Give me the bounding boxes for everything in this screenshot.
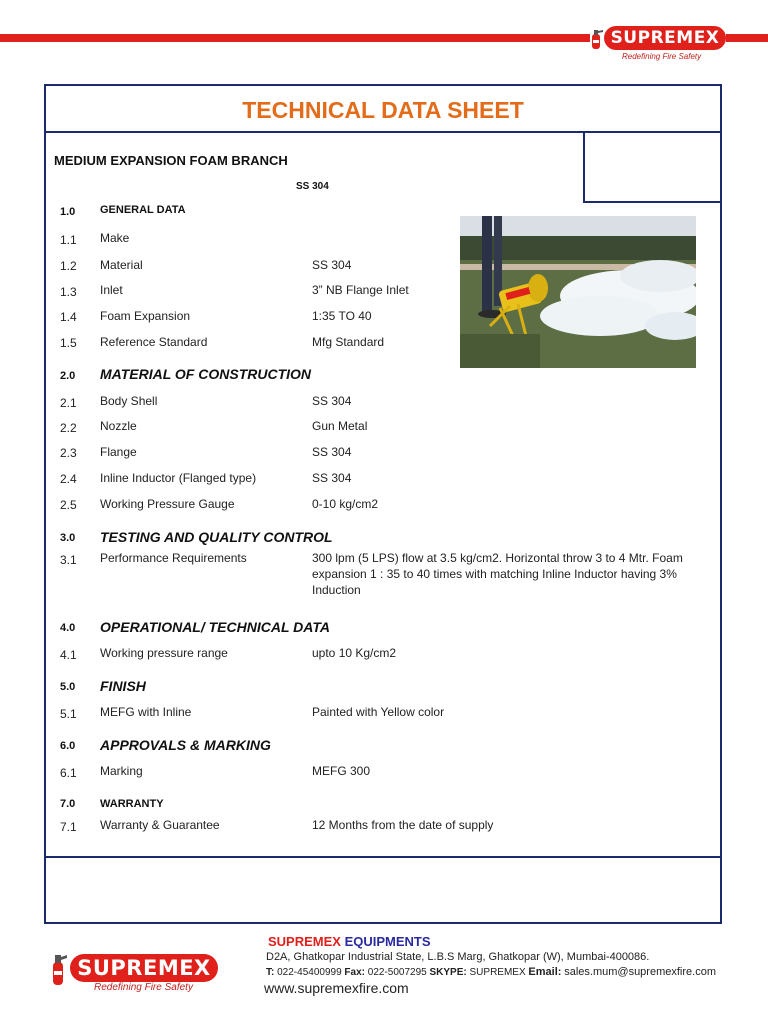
row-value: Gun Metal <box>312 419 368 433</box>
row-number: 6.1 <box>60 766 77 780</box>
row-value: Painted with Yellow color <box>312 705 445 719</box>
row-value: 12 Months from the date of supply <box>312 818 494 832</box>
header-red-bar-right <box>726 34 768 42</box>
section-title: GENERAL DATA <box>100 204 186 216</box>
section-title: MATERIAL OF CONSTRUCTION <box>100 366 312 382</box>
row-value: MEFG 300 <box>312 764 371 778</box>
skype-id: SUPREMEX <box>469 967 526 978</box>
row-label: Inlet <box>100 283 123 297</box>
phone-number: 022-45400999 <box>277 967 342 978</box>
email-label: Email: <box>528 966 562 978</box>
row-label: MEFG with Inline <box>100 705 192 719</box>
fire-extinguisher-icon <box>588 28 604 50</box>
row-number: 5.1 <box>60 707 77 721</box>
brand-tagline: Redefining Fire Safety <box>622 52 702 61</box>
fax-label: Fax: <box>344 967 365 978</box>
company-contact <box>266 966 716 978</box>
row-value: SS 304 <box>312 445 352 459</box>
brand-name: SUPREMEX <box>604 26 726 50</box>
product-name: MEDIUM EXPANSION FOAM BRANCH <box>54 153 288 168</box>
email-address[interactable]: sales.mum@supremexfire.com <box>564 966 716 978</box>
section-number: 2.0 <box>60 370 76 382</box>
row-number: 3.1 <box>60 553 77 567</box>
brand-logo <box>588 26 728 66</box>
footer-brand-logo <box>46 952 220 996</box>
row-number: 2.2 <box>60 421 77 435</box>
row-label: Performance Requirements <box>100 551 247 565</box>
row-value: SS 304 <box>312 394 352 408</box>
header-red-bar <box>0 34 590 42</box>
row-value: 1:35 TO 40 <box>312 309 372 323</box>
row-value: SS 304 <box>312 258 352 272</box>
section-number: 6.0 <box>60 740 76 752</box>
row-label: Foam Expansion <box>100 309 191 323</box>
product-divider <box>583 133 585 203</box>
row-number: 1.4 <box>60 310 77 324</box>
company-name-part2: EQUIPMENTS <box>344 934 431 949</box>
fire-extinguisher-icon <box>48 952 68 986</box>
row-label: Nozzle <box>100 419 137 433</box>
section-number: 3.0 <box>60 532 76 544</box>
row-label: Flange <box>100 445 137 459</box>
sheet-footer-box <box>46 856 720 922</box>
section-title: FINISH <box>100 678 146 694</box>
row-number: 1.3 <box>60 285 77 299</box>
fax-number: 022-5007295 <box>367 967 427 978</box>
row-label: Reference Standard <box>100 335 208 349</box>
section-title: TESTING AND QUALITY CONTROL <box>100 529 333 545</box>
section-title: OPERATIONAL/ TECHNICAL DATA <box>100 619 330 635</box>
row-number: 1.1 <box>60 233 77 247</box>
row-label: Material <box>100 258 143 272</box>
company-name-part1: SUPREMEX <box>268 934 341 949</box>
footer-brand-name: SUPREMEX <box>70 954 218 982</box>
row-number: 2.3 <box>60 446 77 460</box>
sheet-title: TECHNICAL DATA SHEET <box>46 86 720 133</box>
section-number: 4.0 <box>60 622 76 634</box>
row-number: 2.1 <box>60 396 77 410</box>
section-number: 7.0 <box>60 798 76 810</box>
company-name <box>268 934 431 949</box>
row-number: 2.5 <box>60 498 77 512</box>
foam-branch-photo-illustration <box>460 216 696 368</box>
row-label: Body Shell <box>100 394 158 408</box>
row-value: 3” NB Flange Inlet <box>312 283 409 297</box>
row-label: Working Pressure Gauge <box>100 497 235 511</box>
phone-label: T: <box>266 967 275 978</box>
footer-brand-tagline: Redefining Fire Safety <box>94 982 193 993</box>
section-title: APPROVALS & MARKING <box>100 737 271 753</box>
product-material: SS 304 <box>296 181 329 192</box>
row-number: 1.2 <box>60 259 77 273</box>
row-label: Inline Inductor (Flanged type) <box>100 471 257 485</box>
row-number: 7.1 <box>60 820 77 834</box>
row-label: Marking <box>100 764 143 778</box>
section-number: 5.0 <box>60 681 76 693</box>
section-title: WARRANTY <box>100 798 164 810</box>
product-row <box>46 133 720 203</box>
website-link[interactable]: www.supremexfire.com <box>264 980 409 996</box>
row-label: Warranty & Guarantee <box>100 818 220 832</box>
row-number: 4.1 <box>60 648 77 662</box>
product-photo <box>460 216 696 368</box>
row-value: 0-10 kg/cm2 <box>312 497 379 511</box>
section-number: 1.0 <box>60 206 76 218</box>
skype-label: SKYPE: <box>429 967 467 978</box>
row-value: 300 lpm (5 LPS) flow at 3.5 kg/cm2. Horizontal throw 3 to 4 Mtr. Foam expansion 1 : 35 to 40 times with matching Inline Inductor having 3% Induction <box>312 551 683 597</box>
company-address: D2A, Ghatkopar Industrial State, L.B.S Marg, Ghatkopar (W), Mumbai-400086. <box>266 951 650 963</box>
product-cell-border <box>583 201 720 203</box>
row-value: Mfg Standard <box>312 335 385 349</box>
row-number: 1.5 <box>60 336 77 350</box>
row-value: upto 10 Kg/cm2 <box>312 646 397 660</box>
row-value: SS 304 <box>312 471 352 485</box>
row-label: Make <box>100 231 130 245</box>
row-number: 2.4 <box>60 472 77 486</box>
row-label: Working pressure range <box>100 646 228 660</box>
